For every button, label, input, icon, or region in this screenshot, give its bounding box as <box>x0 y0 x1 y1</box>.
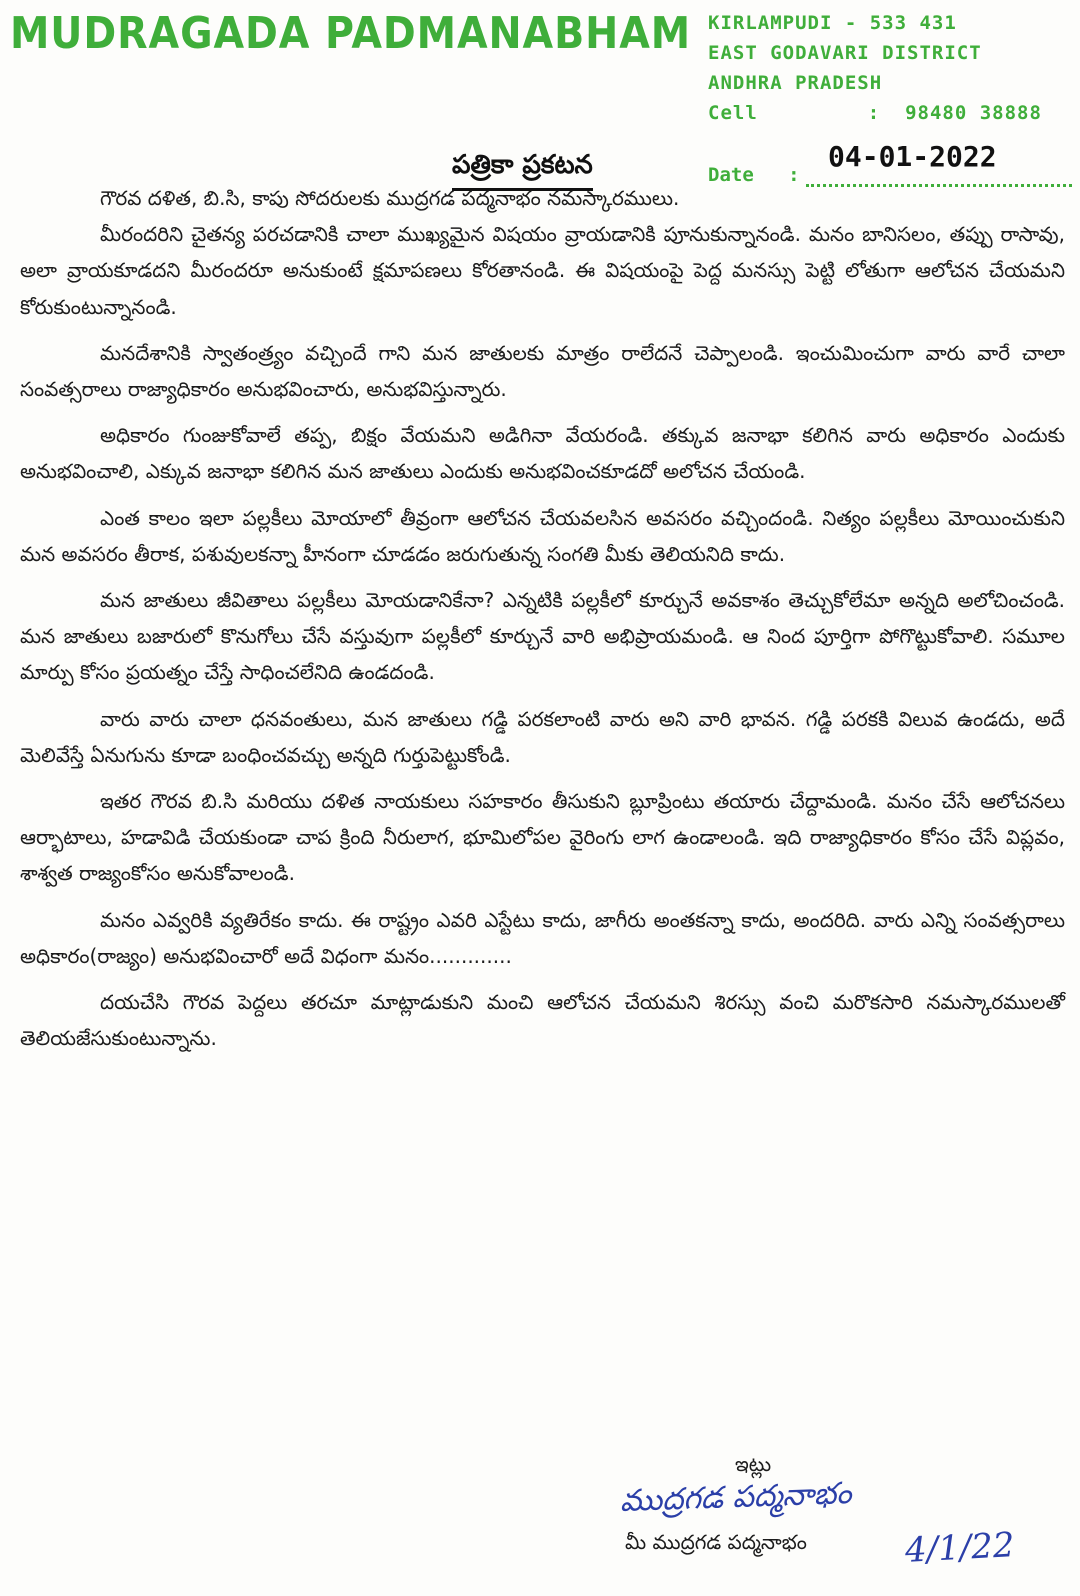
cell-label: Cell <box>708 102 758 124</box>
press-release-heading: పత్రికా ప్రకటన <box>452 150 593 191</box>
address-line-2: EAST GODAVARI DISTRICT <box>708 42 982 64</box>
letterhead-address <box>708 8 1042 128</box>
paragraph-3: మనదేశానికి స్వాతంత్ర్యం వచ్చిందే గాని మన జాతులకు మాత్రం రాలేదనే చెప్పాలండి. ఇంచుమించుగా వారు వారే చాలా సంవత్సరాలు రాజ్యాధికారం అనుభవించారు, అనుభవిస్తున్నారు. <box>20 340 1065 402</box>
closing-itlu: ఇట్లు <box>735 1452 772 1476</box>
paragraph-7: వారు వారు చాలా ధనవంతులు, మన జాతులు గడ్డి పరకలాంటి వారు అని వారి భావన. గడ్డి పరకకి విలువ ఉండదు, అదే మెలివేస్తే ఏనుగును కూడా బంధించవచ్చు అన్నది గుర్తుపెట్టుకోండి. <box>20 706 1065 767</box>
paragraph-2: మీరందరిని చైతన్య పరచడానికి చాలా ముఖ్యమైన విషయం వ్రాయడానికి పూనుకున్నానండి. మనం బానిసలం, తప్పు రాసావు, అలా వ్రాయకూడదని మీరందరూ అనుకుంటే క్షమాపణలు కోరతానండి. ఈ విషయంపై పెద్ద మనస్సు పెట్టి లోతుగా ఆలోచన చేయమని కోరుకుంటున్నానండి. <box>20 222 1065 319</box>
letter-body <box>20 180 1065 1056</box>
cell-value: : 98480 38888 <box>867 102 1042 124</box>
address-line-1: KIRLAMPUDI - 533 431 <box>708 12 957 34</box>
paragraph-1: గౌరవ దళిత, బి.సి, కాపు సోదరులకు ముద్రగడ పద్మనాభం నమస్కారములు. <box>100 186 680 210</box>
paragraph-5: ఎంత కాలం ఇలా పల్లకీలు మోయాలో తీవ్రంగా ఆలోచన చేయవలసిన అవసరం వచ్చిందండి. నిత్యం పల్లకీలు మోయించుకుని మన అవసరం తీరాక, పశువులకన్నా హీనంగా చూడడం జరుగుతున్న సంగతి మీకు తెలియనిది కాదు. <box>20 505 1065 566</box>
handwritten-date: 4/1/22 <box>904 1525 1016 1571</box>
signatory-name: మీ ముద్రగడ పద్మనాభం <box>625 1530 807 1554</box>
cell-row <box>708 98 1042 128</box>
date-value: 04-01-2022 <box>828 140 997 173</box>
letterhead-name: MUDRAGADA PADMANABHAM <box>10 8 692 59</box>
date-label: Date : <box>708 164 800 186</box>
paragraph-8: ఇతర గౌరవ బి.సి మరియు దళిత నాయకులు సహకారం తీసుకుని బ్లూప్రింటు తయారు చేద్దామండి. మనం చేసే ఆలోచనలు ఆర్భాటాలు, హడావిడి చేయకుండా చాప క్రింది నీరులాగ, భూమిలోపల వైరింగు లాగ ఉండాలండి. ఇది రాజ్యాధికారం కోసం చేసే విప్లవం, శాశ్వత రాజ్యంకోసం అనుకోవాలండి. <box>20 789 1065 886</box>
paragraph-10: దయచేసి గౌరవ పెద్దలు తరచూ మాట్లాడుకుని మంచి ఆలోచన చేయమని శిరస్సు వంచి మరొకసారి నమస్కారములతో తెలియజేసుకుంటున్నాను. <box>20 990 1065 1051</box>
address-line-3: ANDHRA PRADESH <box>708 72 883 94</box>
paragraph-6: మన జాతులు జీవితాలు పల్లకీలు మోయడానికేనా? ఎన్నటికి పల్లకీలో కూర్చునే అవకాశం తెచ్చుకోలేమా అన్నది అలోచించండి. మన జాతులు బజారులో కొనుగోలు చేసే వస్తువుగా పల్లకీలో కూర్చునే వారి అభిప్రాయమండి. ఆ నింద పూర్తిగా పోగొట్టుకోవాలి. సమూల మార్పు కోసం ప్రయత్నం చేస్తే సాధించలేనిది ఉండదండి. <box>20 588 1065 685</box>
paragraph-9: మనం ఎవ్వరికి వ్యతిరేకం కాదు. ఈ రాష్ట్రం ఎవరి ఎస్టేటు కాదు, జాగీరు అంతకన్నా కాదు, అందరిది. వారు ఎన్ని సంవత్సరాలు అధికారం(రాజ్యం) అనుభవించారో అదే విధంగా మనం............. <box>20 907 1065 968</box>
paragraph-4: అధికారం గుంజుకోవాలే తప్ప, బిక్షం వేయమని అడిగినా వేయరండి. తక్కువ జనాభా కలిగిన వారు అధికారం ఎందుకు అనుభవించాలి, ఎక్కువ జనాభా కలిగిన మన జాతులు ఎందుకు అనుభవించకూడదో అలోచన చేయండి. <box>20 423 1065 484</box>
handwritten-signature: ముద్రగడ పద్మనాభం <box>619 1475 852 1520</box>
